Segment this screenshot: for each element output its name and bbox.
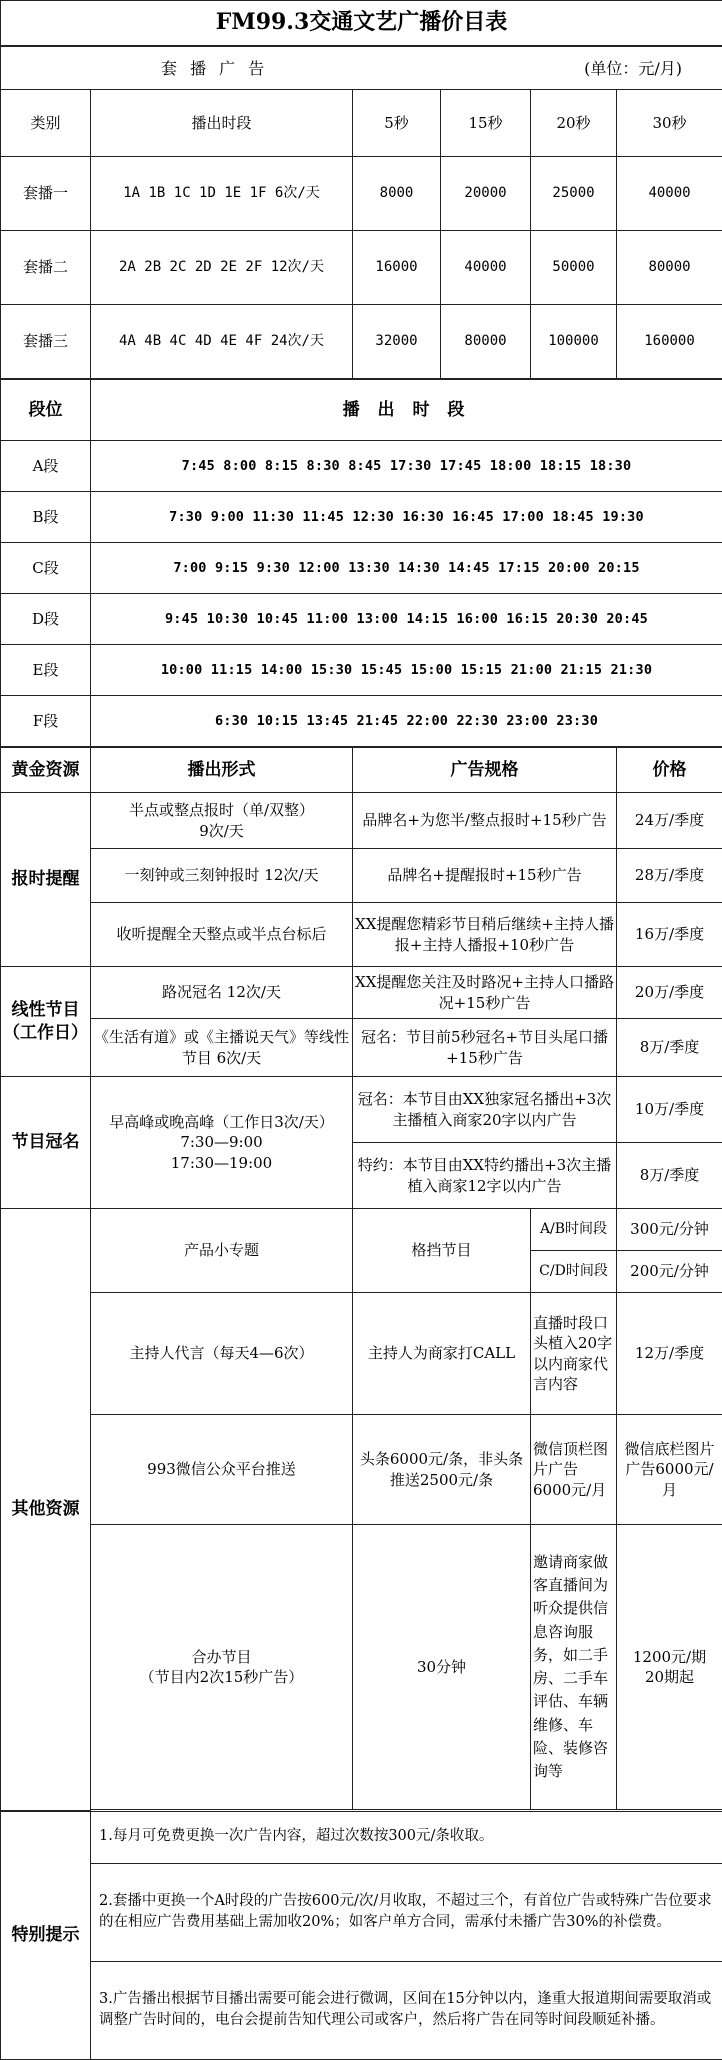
col-20s: 20秒: [531, 90, 617, 157]
price-cell: 16000: [353, 231, 441, 305]
segment-times: 7:30 9:00 11:30 11:45 12:30 16:30 16:45 17:00 18:45 19:30: [91, 492, 722, 543]
gold-price: 微信底栏图片广告6000元/月: [617, 1415, 722, 1525]
guanming-label: 节目冠名: [1, 1077, 91, 1209]
segment-name: D段: [1, 594, 91, 645]
gold-form: 主持人代言（每天4—6次）: [91, 1293, 353, 1415]
package-table: [0, 46, 722, 379]
table-row: [1, 793, 722, 849]
xianxing-label: 线性节目（工作日）: [1, 967, 91, 1077]
table-row: [1, 645, 722, 696]
segment-name: A段: [1, 441, 91, 492]
segment-header-times: 播 出 时 段: [91, 380, 722, 441]
price-cell: 160000: [617, 305, 722, 379]
segment-times: 9:45 10:30 10:45 11:00 13:00 14:15 16:00 16:15 20:30 20:45: [91, 594, 722, 645]
table-row: [1, 441, 722, 492]
gold-price: 1200元/期 20期起: [617, 1525, 722, 1810]
col-slots: 播出时段: [91, 90, 353, 157]
package-name: 套播三: [1, 305, 91, 379]
segment-times: 10:00 11:15 14:00 15:30 15:45 15:00 15:15 21:00 21:15 21:30: [91, 645, 722, 696]
package-slots: 1A 1B 1C 1D 1E 1F 6次/天: [91, 157, 353, 231]
slot-cell: C/D时间段: [531, 1251, 617, 1293]
table-row: [1, 231, 722, 305]
notes-label: 特别提示: [1, 1811, 91, 2059]
segment-header-label: 段位: [1, 380, 91, 441]
segment-name: B段: [1, 492, 91, 543]
gold-form: 合办节目 （节目内2次15秒广告）: [91, 1525, 353, 1810]
table-row: [1, 1293, 722, 1415]
notes-table: [0, 1811, 722, 2060]
package-subtitle: 套 播 广 告: [161, 58, 268, 80]
gold-header-resource: 黄金资源: [1, 748, 91, 793]
col-category: 类别: [1, 90, 91, 157]
gold-form: 993微信公众平台推送: [91, 1415, 353, 1525]
gold-form: 路况冠名 12次/天: [91, 967, 353, 1019]
other-label: 其他资源: [1, 1209, 91, 1811]
price-cell: 80000: [617, 231, 722, 305]
col-5s: 5秒: [353, 90, 441, 157]
slot-cell: A/B时间段: [531, 1209, 617, 1251]
segment-name: E段: [1, 645, 91, 696]
gold-form: 半点或整点报时（单/双整） 9次/天: [91, 793, 353, 849]
table-row: [1, 543, 722, 594]
table-row: [1, 1209, 722, 1251]
price-cell: 80000: [441, 305, 531, 379]
package-name: 套播二: [1, 231, 91, 305]
segment-name: C段: [1, 543, 91, 594]
price-cell: 50000: [531, 231, 617, 305]
gold-form: 《生活有道》或《主播说天气》等线性节目 6次/天: [91, 1019, 353, 1077]
gold-header-price: 价格: [617, 748, 722, 793]
package-header: [1, 47, 722, 90]
price-cell: 32000: [353, 305, 441, 379]
segment-table: [0, 379, 722, 747]
gold-price: 300元/分钟: [617, 1209, 722, 1251]
gold-spec: 头条6000元/条，非头条推送2500元/条: [353, 1415, 531, 1525]
gold-spec: 品牌名+提醒报时+15秒广告: [353, 849, 617, 903]
price-cell: 20000: [441, 157, 531, 231]
page-title: FM99.3交通文艺广播价目表: [1, 1, 722, 46]
gold-spec: 主持人为商家打CALL: [353, 1293, 531, 1415]
price-cell: 8000: [353, 157, 441, 231]
segment-times: 7:45 8:00 8:15 8:30 8:45 17:30 17:45 18:00 18:15 18:30: [91, 441, 722, 492]
gold-price: 16万/季度: [617, 903, 722, 967]
table-row: [1, 157, 722, 231]
table-row: [1, 903, 722, 967]
table-row: [1, 849, 722, 903]
price-cell: 100000: [531, 305, 617, 379]
table-row: [1, 1019, 722, 1077]
price-table: [0, 0, 722, 46]
note-item: 1.每月可免费更换一次广告内容，超过次数按300元/条收取。: [91, 1811, 722, 1863]
unit-label: (单位：元/月): [584, 58, 682, 80]
table-row: [1, 1077, 722, 1143]
table-row: [1, 305, 722, 379]
gold-price: 20万/季度: [617, 967, 722, 1019]
gold-form: 产品小专题: [91, 1209, 353, 1293]
gold-table: [0, 747, 722, 1811]
gold-price: 8万/季度: [617, 1019, 722, 1077]
gold-spec: 冠名：本节目由XX独家冠名播出+3次主播植入商家20字以内广告: [353, 1077, 617, 1143]
table-row: [1, 1525, 722, 1810]
price-cell: 40000: [617, 157, 722, 231]
gold-form: 一刻钟或三刻钟报时 12次/天: [91, 849, 353, 903]
package-slots: 2A 2B 2C 2D 2E 2F 12次/天: [91, 231, 353, 305]
segment-name: F段: [1, 696, 91, 747]
gold-header-form: 播出形式: [91, 748, 353, 793]
package-slots: 4A 4B 4C 4D 4E 4F 24次/天: [91, 305, 353, 379]
table-row: [1, 492, 722, 543]
gold-price: 28万/季度: [617, 849, 722, 903]
table-row: [1, 594, 722, 645]
col-15s: 15秒: [441, 90, 531, 157]
gold-spec: 格挡节目: [353, 1209, 531, 1293]
gold-spec: 30分钟: [353, 1525, 531, 1810]
gold-spec: 冠名：节目前5秒冠名+节目头尾口播+15秒广告: [353, 1019, 617, 1077]
package-name: 套播一: [1, 157, 91, 231]
table-row: [1, 696, 722, 747]
col-30s: 30秒: [617, 90, 722, 157]
gold-price: 10万/季度: [617, 1077, 722, 1143]
gold-price: 200元/分钟: [617, 1251, 722, 1293]
price-cell: 40000: [441, 231, 531, 305]
note-item: 2.套播中更换一个A时段的广告按600元/次/月收取，不超过三个，有首位广告或特殊广告位要求的在相应广告费用基础上需加收20%；如客户单方合同，需承付未播广告30%的补偿费。: [91, 1863, 722, 1961]
gold-price: 8万/季度: [617, 1143, 722, 1209]
gold-header-spec: 广告规格: [353, 748, 617, 793]
segment-times: 7:00 9:15 9:30 12:00 13:30 14:30 14:45 17:15 20:00 20:15: [91, 543, 722, 594]
gold-spec: 品牌名+为您半/整点报时+15秒广告: [353, 793, 617, 849]
gold-form: 收听提醒全天整点或半点台标后: [91, 903, 353, 967]
gold-spec: XX提醒您关注及时路况+主持人口播路况+15秒广告: [353, 967, 617, 1019]
price-cell: 25000: [531, 157, 617, 231]
gold-detail: 直播时段口头植入20字以内商家代言内容: [531, 1293, 617, 1415]
gold-detail: 微信顶栏图片广告6000元/月: [531, 1415, 617, 1525]
gold-price: 24万/季度: [617, 793, 722, 849]
table-row: [1, 967, 722, 1019]
table-row: [1, 1863, 722, 1961]
table-row: [1, 1415, 722, 1525]
gold-form: 早高峰或晚高峰（工作日3次/天） 7:30—9:00 17:30—19:00: [91, 1077, 353, 1209]
table-row: [1, 1961, 722, 2059]
baoshi-label: 报时提醒: [1, 793, 91, 967]
gold-detail: 邀请商家做客直播间为听众提供信息咨询服务，如二手房、二手车评估、车辆维修、车险、装修咨询等: [531, 1525, 617, 1810]
gold-spec: 特约：本节目由XX特约播出+3次主播植入商家12字以内广告: [353, 1143, 617, 1209]
gold-spec: XX提醒您精彩节目稍后继续+主持人播报+主持人播报+10秒广告: [353, 903, 617, 967]
gold-price: 12万/季度: [617, 1293, 722, 1415]
table-row: [1, 1811, 722, 1863]
segment-times: 6:30 10:15 13:45 21:45 22:00 22:30 23:00 23:30: [91, 696, 722, 747]
note-item: 3.广告播出根据节目播出需要可能会进行微调，区间在15分钟以内，逢重大报道期间需要取消或调整广告时间的，电台会提前告知代理公司或客户，然后将广告在同等时间段顺延补播。: [91, 1961, 722, 2059]
